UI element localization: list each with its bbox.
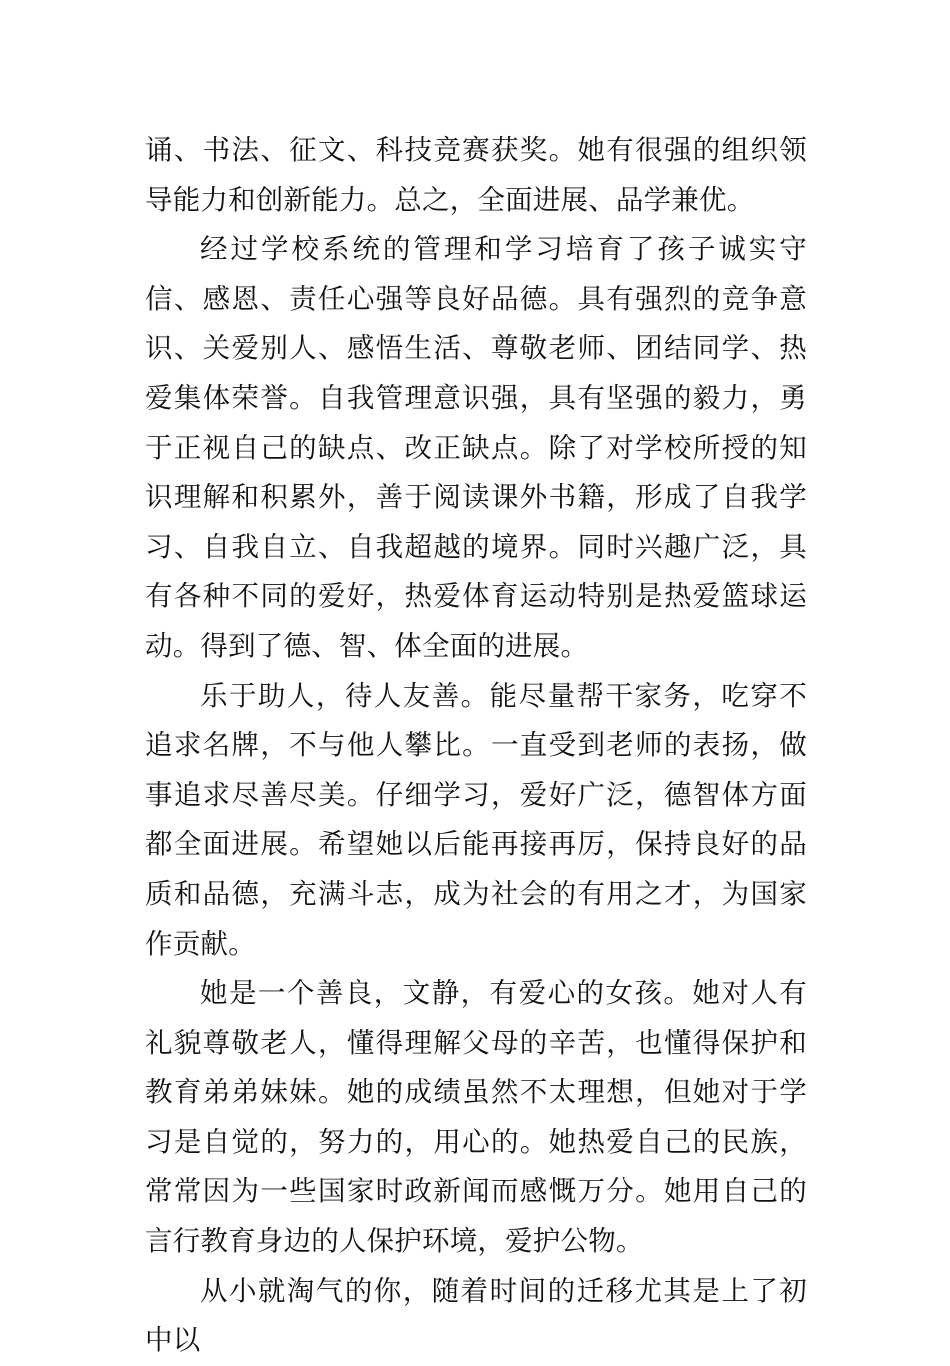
paragraph-3: 乐于助人，待人友善。能尽量帮干家务，吃穿不追求名牌，不与他人攀比。一直受到老师的表扬，做事追求尽善尽美。仔细学习，爱好广泛，德智体方面都全面进展。希望她以后能再接再厉，保持良好的品质和品德，充满斗志，成为社会的有用之才，为国家作贡献。 xyxy=(145,679,807,960)
paragraph-4: 她是一个善良，文静，有爱心的女孩。她对人有礼貌尊敬老人，懂得理解父母的辛苦，也懂得保护和教育弟弟妹妹。她的成绩虽然不太理想，但她对于学习是自觉的，努力的，用心的。她热爱自己的民族，常常因为一些国家时政新闻而感慨万分。她用自己的言行教育身边的人保护环境，爱护公物。 xyxy=(145,977,807,1258)
paragraph-1: 诵、书法、征文、科技竞赛获奖。她有很强的组织领导能力和创新能力。总之，全面进展、品学兼优。 xyxy=(145,134,807,216)
paragraph-5: 从小就淘气的你，随着时间的迁移尤其是上了初中以 xyxy=(145,1274,807,1357)
document-body xyxy=(145,126,807,1366)
paragraph-2: 经过学校系统的管理和学习培育了孩子诚实守信、感恩、责任心强等良好品德。具有强烈的竞争意识、关爱别人、感悟生活、尊敬老师、团结同学、热爱集体荣誉。自我管理意识强，具有坚强的毅力，勇于正视自己的缺点、改正缺点。除了对学校所授的知识理解和积累外，善于阅读课外书籍，形成了自我学习、自我自立、自我超越的境界。同时兴趣广泛，具有各种不同的爱好，热爱体育运动特别是热爱篮球运动。得到了德、智、体全面的进展。 xyxy=(145,233,807,662)
